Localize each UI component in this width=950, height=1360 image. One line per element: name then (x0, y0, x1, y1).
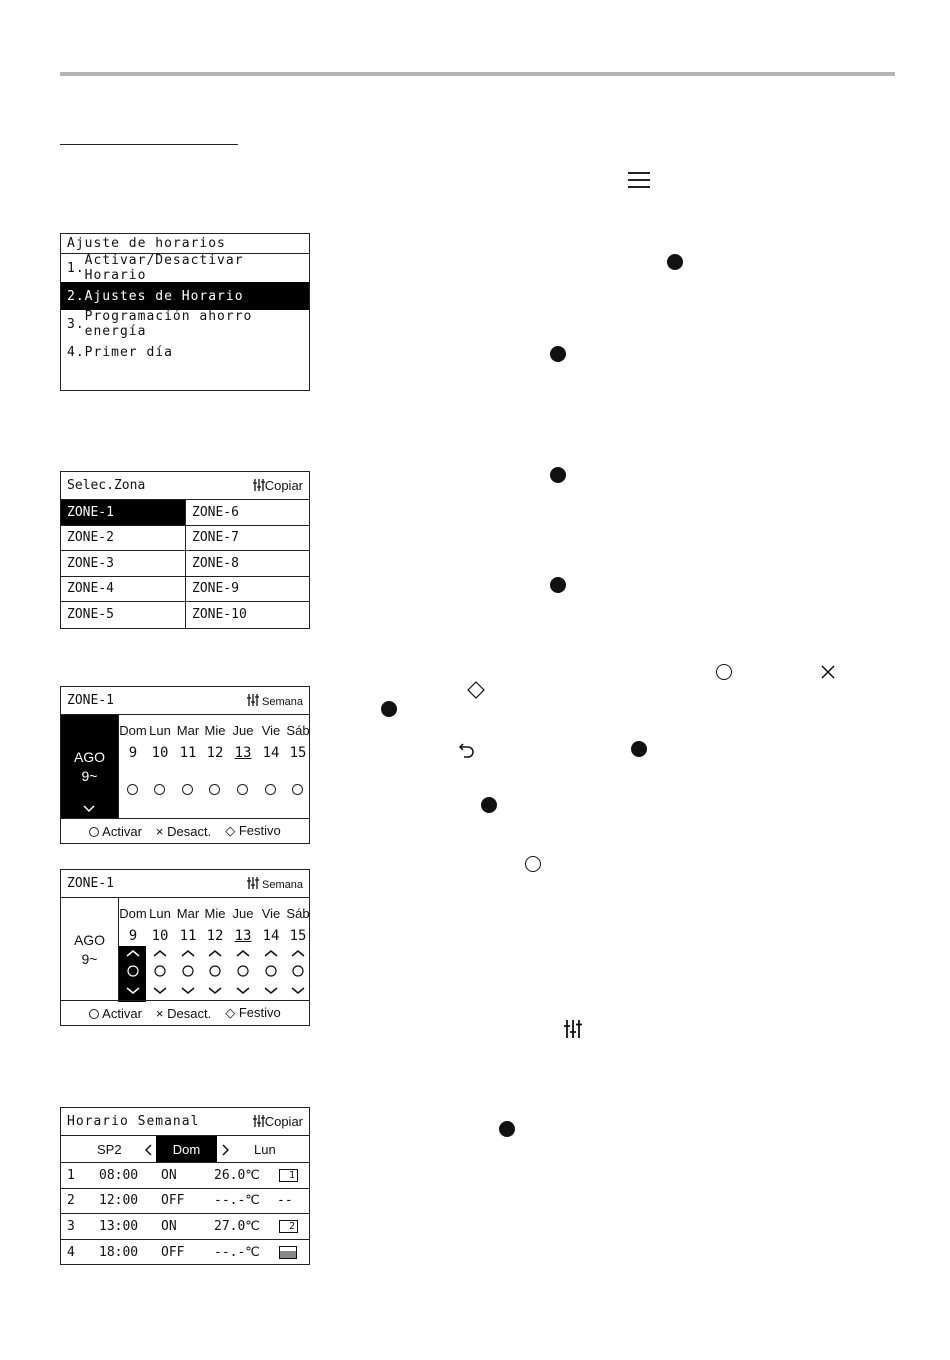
menu-item-4[interactable]: 4. Primer día (67, 344, 173, 360)
zone-cell[interactable]: ZONE-4 (61, 577, 186, 603)
date-label: 12 (206, 745, 224, 761)
day-label: Lun (149, 723, 171, 738)
copy-button[interactable]: Copiar (253, 1114, 303, 1129)
day-label: Mie (204, 723, 226, 738)
step-dot-icon (550, 577, 566, 593)
current-day[interactable]: Dom (156, 1136, 217, 1162)
circle-icon[interactable] (154, 784, 165, 795)
day-label: Mar (176, 723, 200, 738)
date-label-today: 13 (234, 745, 252, 761)
step-dot-icon (481, 797, 497, 813)
zone-cell[interactable]: ZONE-7 (186, 526, 310, 552)
adjust-icon (253, 479, 265, 491)
date-label-today: 13 (234, 928, 252, 944)
copy-button[interactable]: Copiar (253, 478, 303, 493)
lock-icon: 1 (279, 1169, 298, 1182)
month-selector[interactable]: AGO 9~ (61, 898, 119, 1002)
day-state-spinners[interactable] (119, 946, 311, 1002)
zone-cell[interactable]: ZONE-9 (186, 577, 310, 603)
day-label: Jue (232, 723, 254, 738)
panel-title: Selec.Zona (67, 478, 146, 493)
cross-icon: × (155, 823, 164, 839)
program-label[interactable]: SP2 (97, 1141, 122, 1157)
zone-cell[interactable]: ZONE-3 (61, 551, 186, 577)
chevron-left-icon[interactable] (145, 1144, 153, 1156)
menu-icon (628, 172, 650, 188)
menu-item-3[interactable]: 3. Programación ahorro energía (67, 309, 253, 339)
date-label: 14 (262, 928, 280, 944)
zone-cell[interactable]: ZONE-8 (186, 551, 310, 577)
day-label: Dom (119, 906, 147, 921)
zone-cell[interactable]: ZONE-1 (61, 500, 186, 526)
panel-title: Ajuste de horarios (67, 236, 226, 251)
step-dot-icon (499, 1121, 515, 1137)
date-label: 15 (289, 745, 307, 761)
week-button[interactable]: Semana (247, 694, 303, 708)
schedule-row[interactable]: 1 08:00 ON 26.0℃ 1 (61, 1163, 309, 1189)
circle-icon (89, 827, 99, 837)
schedule-row[interactable]: 3 13:00 ON 27.0℃ 2 (61, 1214, 309, 1240)
back-icon (458, 741, 476, 759)
adjust-icon (253, 1115, 265, 1127)
circle-icon[interactable] (292, 784, 303, 795)
week-panel-a (60, 686, 310, 844)
menu-item-2[interactable]: 2. Ajustes de Horario (61, 282, 309, 310)
date-label: 15 (289, 928, 307, 944)
zone-select-panel (60, 471, 310, 629)
legend: Activar × Desact. ◇ Festivo (61, 818, 309, 843)
circle-icon[interactable] (237, 784, 248, 795)
step-dot-icon (631, 741, 647, 757)
cross-icon (820, 664, 836, 680)
schedule-row[interactable]: 4 18:00 OFF --.-℃ (61, 1240, 309, 1266)
schedule-menu-panel (60, 233, 310, 391)
diamond-icon (467, 681, 485, 699)
cross-icon: × (155, 1005, 164, 1021)
circle-icon[interactable] (265, 784, 276, 795)
section-underline (60, 144, 238, 145)
date-label: 10 (151, 745, 169, 761)
date-label: 11 (179, 745, 197, 761)
panel-title: ZONE-1 (67, 693, 114, 708)
circle-icon[interactable] (127, 784, 138, 795)
chevron-down-icon (83, 805, 95, 813)
date-label: 14 (262, 745, 280, 761)
diamond-icon: ◇ (225, 823, 236, 838)
menu-item-1[interactable]: 1. Activar/Desactivar Horario (67, 253, 244, 283)
circle-icon (89, 1009, 99, 1019)
day-label: Mar (176, 906, 200, 921)
weekly-schedule-panel (60, 1107, 310, 1265)
next-day[interactable]: Lun (254, 1141, 276, 1157)
week-panel-b (60, 869, 310, 1026)
circle-icon[interactable] (182, 784, 193, 795)
top-rule (60, 72, 895, 76)
diamond-icon: ◇ (225, 1005, 236, 1020)
panel-title: Horario Semanal (67, 1114, 200, 1129)
panel-title: ZONE-1 (67, 876, 114, 891)
date-label: 9 (128, 928, 138, 944)
zone-cell[interactable]: ZONE-2 (61, 526, 186, 552)
date-label: 12 (206, 928, 224, 944)
circle-icon (525, 856, 541, 872)
chevron-right-icon[interactable] (221, 1144, 229, 1156)
step-dot-icon (667, 254, 683, 270)
legend: Activar × Desact. ◇ Festivo (61, 1000, 309, 1025)
zone-cell[interactable]: ZONE-6 (186, 500, 310, 526)
day-label: Dom (119, 723, 147, 738)
zone-cell[interactable]: ZONE-10 (192, 607, 247, 623)
day-selector-row (61, 1136, 309, 1163)
lock-icon: 2 (279, 1220, 298, 1233)
date-label: 9 (128, 745, 138, 761)
step-dot-icon (550, 467, 566, 483)
circle-icon[interactable] (209, 784, 220, 795)
day-label: Jue (232, 906, 254, 921)
day-label: Vie (261, 906, 281, 921)
step-dot-icon (550, 346, 566, 362)
month-selector[interactable]: AGO 9~ (61, 715, 118, 819)
day-label: Lun (149, 906, 171, 921)
adjust-icon (247, 877, 259, 889)
day-label: Sáb (286, 723, 310, 738)
day-label: Sáb (286, 906, 310, 921)
day-label: Mie (204, 906, 226, 921)
date-label: 10 (151, 928, 169, 944)
step-dot-icon (381, 701, 397, 717)
lock-icon (279, 1246, 297, 1259)
week-button[interactable]: Semana (247, 877, 303, 891)
circle-icon (716, 664, 732, 680)
adjust-icon (247, 694, 259, 706)
adjust-icon (564, 1020, 582, 1038)
zone-cell[interactable]: ZONE-5 (61, 602, 186, 628)
date-label: 11 (179, 928, 197, 944)
schedule-row[interactable]: 2 12:00 OFF --.-℃ -- (61, 1189, 309, 1215)
day-label: Vie (261, 723, 281, 738)
